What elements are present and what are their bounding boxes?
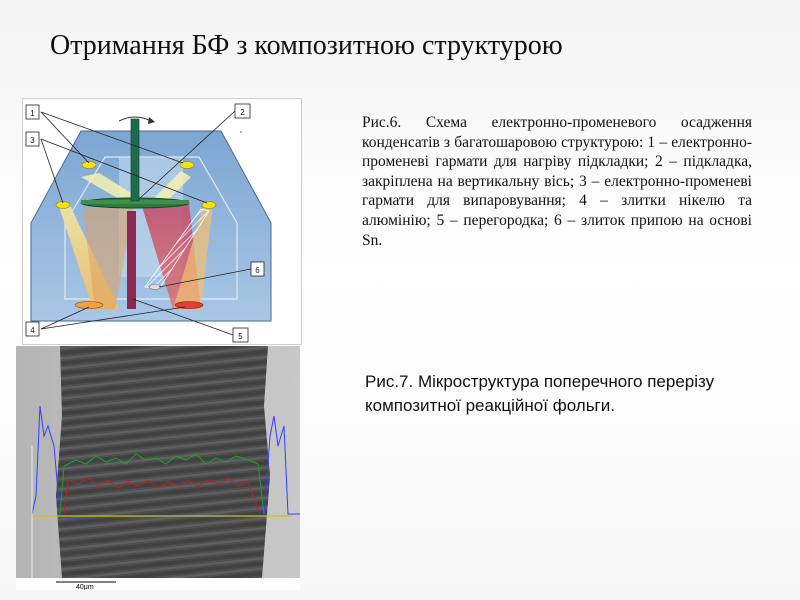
microstructure-drawing bbox=[16, 346, 300, 590]
evap-gun-right bbox=[202, 202, 216, 209]
label-box-5 bbox=[233, 328, 248, 342]
figure6-caption: Рис.6. Схема електронно-променевого осадження конденсатів з багатошаровою структурою: 1 – електронно-променеві гармати для нагріву підкладки; 2 – підкладка, закріплена на вертикальну вісь; 3 – електронно-променеві гармати для випаровування; 4 – злитки нікелю та алюмінію; 5 – перегородка; 6 – злиток припою на основі Sn. bbox=[362, 114, 752, 249]
aluminium-ingot bbox=[175, 302, 203, 309]
label-box-2 bbox=[235, 104, 250, 118]
microstructure-image bbox=[16, 346, 300, 590]
label-5: 5 bbox=[238, 332, 243, 341]
label-2: 2 bbox=[240, 108, 245, 117]
label-box-3 bbox=[26, 132, 39, 146]
label-4: 4 bbox=[30, 326, 35, 335]
deposition-schematic-drawing bbox=[23, 99, 301, 344]
label-box-6 bbox=[251, 262, 264, 276]
label-3: 3 bbox=[30, 136, 35, 145]
vertical-shaft bbox=[131, 119, 139, 201]
scale-bar-label: 40μm bbox=[76, 584, 94, 590]
nickel-ingot bbox=[75, 302, 103, 309]
figure7-caption: Рис.7. Мікроструктура поперечного перерізу композитної реакційної фольги. bbox=[365, 372, 715, 415]
deposition-schematic bbox=[22, 98, 302, 345]
partition bbox=[127, 211, 136, 309]
label-box-1 bbox=[26, 105, 39, 119]
scale-bar-strip bbox=[16, 578, 300, 590]
slide-title: Отримання БФ з композитною структурою bbox=[50, 30, 563, 61]
label-6: 6 bbox=[255, 266, 260, 275]
label-1: 1 bbox=[30, 109, 35, 118]
label-box-4 bbox=[26, 322, 39, 336]
